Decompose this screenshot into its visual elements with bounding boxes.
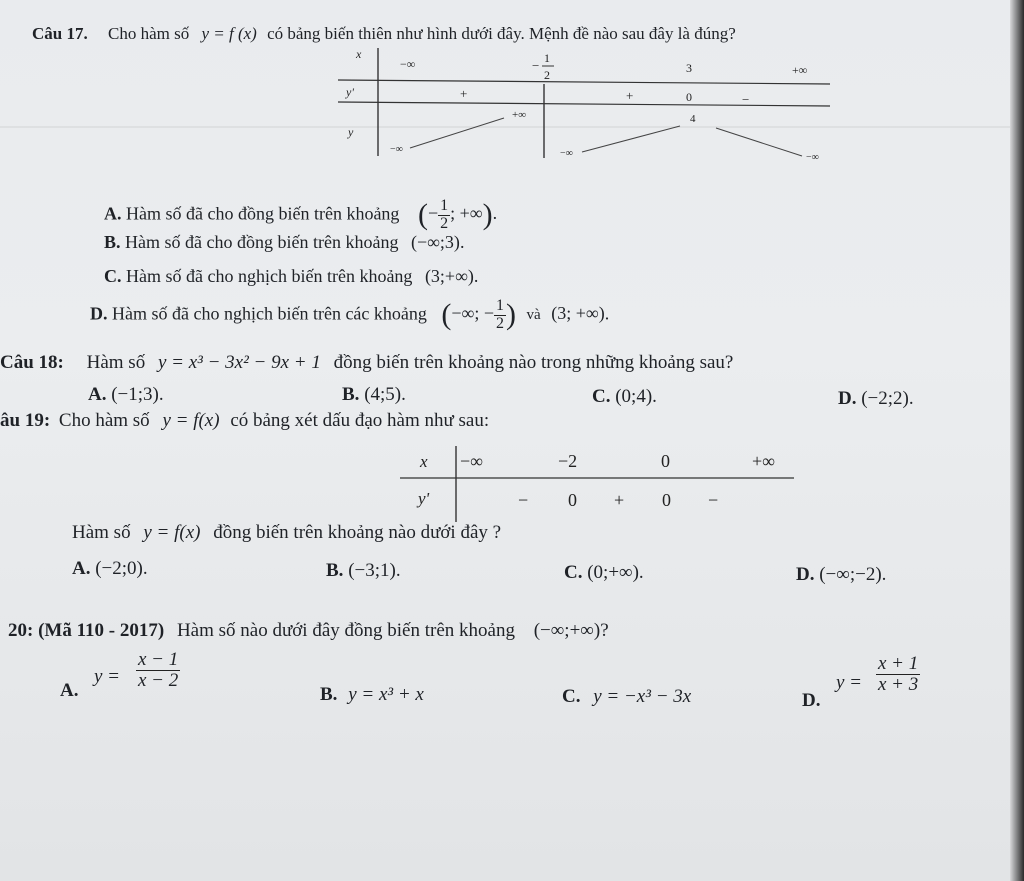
q17-option-d-interval-2: (3; +∞) bbox=[551, 303, 605, 324]
q20-question-mark: ? bbox=[600, 620, 609, 641]
option-label: A. bbox=[88, 384, 107, 405]
numerator: x − 1 bbox=[138, 649, 179, 670]
q19-x-0: 0 bbox=[661, 451, 670, 471]
option-value: (−∞;−2). bbox=[819, 564, 887, 585]
option-value: y = −x³ − 3x bbox=[593, 686, 692, 707]
q17-arrow-decrease bbox=[716, 128, 802, 156]
q17-variation-table bbox=[338, 44, 838, 164]
q17-x-minus: − bbox=[532, 58, 540, 73]
q17-option-d[interactable] bbox=[90, 298, 609, 333]
q17-func: y = f (x) bbox=[201, 24, 257, 43]
q17-heading bbox=[32, 24, 736, 44]
period: . bbox=[492, 203, 498, 224]
q18-func: y = x³ − 3x² − 9x + 1 bbox=[157, 352, 321, 373]
q18-option-b[interactable] bbox=[342, 384, 406, 406]
q19-number: âu 19: bbox=[0, 410, 51, 431]
numerator: x + 1 bbox=[878, 653, 919, 674]
q19-option-a[interactable] bbox=[72, 558, 148, 580]
q19-yp-sign-2: + bbox=[614, 490, 625, 510]
option-value: (0;+∞). bbox=[587, 562, 644, 583]
q19-option-c[interactable] bbox=[564, 562, 644, 584]
q17-option-a-label: A. bbox=[104, 203, 122, 224]
q17-yp-sign-1: + bbox=[460, 86, 468, 101]
minus: − bbox=[427, 203, 439, 224]
q19-question-b: đồng biến trên khoảng nào dưới đây ? bbox=[213, 522, 502, 543]
q17-option-c-label: C. bbox=[104, 266, 122, 286]
q17-yp-zero: 0 bbox=[686, 90, 692, 104]
q17-x-pos-inf: +∞ bbox=[792, 63, 808, 77]
q17-option-a-text: Hàm số đã cho đồng biến trên khoảng bbox=[126, 203, 400, 224]
q20-number: 20: (Mã 110 - 2017) bbox=[8, 620, 165, 641]
option-label: A. bbox=[72, 558, 91, 579]
q18-option-c[interactable] bbox=[592, 386, 657, 408]
q17-x-num: 1 bbox=[544, 51, 550, 65]
q19-x-neg-inf: −∞ bbox=[460, 451, 483, 471]
option-value: (−2;2). bbox=[861, 388, 914, 409]
q18-option-d[interactable] bbox=[838, 388, 914, 410]
q19-yp-sign-3: − bbox=[708, 490, 719, 510]
q17-number: Câu 17. bbox=[32, 24, 88, 43]
option-lhs: y = bbox=[836, 672, 863, 693]
option-label: C. bbox=[562, 686, 581, 707]
q17-option-b-interval: (−∞;3) bbox=[410, 232, 460, 252]
q19-table-x-label: x bbox=[420, 452, 428, 471]
q19-yp-zero-1: 0 bbox=[568, 490, 577, 510]
option-value: (−3;1). bbox=[348, 560, 401, 581]
option-label: D. bbox=[802, 690, 821, 711]
q19-question-a: Hàm số bbox=[72, 522, 131, 543]
q17-table-hline-1 bbox=[338, 80, 830, 84]
q19-yp-sign-1: − bbox=[518, 490, 529, 510]
q17-option-c-interval: (3;+∞) bbox=[424, 266, 474, 286]
q19-x-pos-inf: +∞ bbox=[752, 451, 775, 471]
option-label: D. bbox=[796, 564, 815, 585]
q17-option-d-label: D. bbox=[90, 303, 108, 324]
q20-heading bbox=[8, 620, 609, 642]
q17-option-a-interval bbox=[417, 197, 498, 232]
q17-yp-sign-3: − bbox=[742, 92, 750, 107]
q18-option-a[interactable] bbox=[88, 384, 164, 406]
q17-y-neg-inf-3: −∞ bbox=[806, 152, 819, 163]
option-fraction bbox=[136, 650, 180, 691]
q19-table-yp-label: y' bbox=[418, 489, 430, 508]
q19-question-func: y = f(x) bbox=[143, 522, 201, 543]
fraction bbox=[494, 298, 506, 333]
q19-heading bbox=[0, 410, 489, 432]
interval-rest: ; +∞ bbox=[450, 203, 483, 224]
paren-open: ( bbox=[417, 198, 428, 232]
denominator: 2 bbox=[496, 314, 505, 332]
q20-interval: (−∞;+∞) bbox=[533, 620, 601, 641]
option-label: B. bbox=[320, 684, 338, 705]
q17-y-neg-inf-1: −∞ bbox=[390, 144, 403, 155]
option-label: A. bbox=[60, 680, 79, 701]
option-label: B. bbox=[326, 560, 344, 581]
q19-question bbox=[72, 522, 501, 544]
q17-y-max: 4 bbox=[690, 113, 696, 125]
q17-option-b[interactable] bbox=[104, 232, 464, 253]
paper-edge-shadow bbox=[1010, 0, 1024, 881]
q20-text: Hàm số nào dưới đây đồng biến trên khoảng bbox=[176, 620, 515, 641]
denominator: x − 2 bbox=[138, 669, 179, 691]
q17-option-b-label: B. bbox=[104, 232, 121, 252]
q19-option-b[interactable] bbox=[326, 560, 401, 582]
q19-yp-zero-2: 0 bbox=[662, 490, 671, 510]
option-fraction bbox=[876, 654, 920, 695]
q17-option-d-period: . bbox=[604, 303, 610, 324]
option-value: (0;4). bbox=[615, 386, 657, 407]
q17-x-den: 2 bbox=[544, 68, 550, 82]
q17-option-b-period: . bbox=[459, 232, 465, 252]
q17-table-hline-2 bbox=[338, 102, 830, 106]
q18-text-a: Hàm số bbox=[86, 352, 146, 373]
option-label: C. bbox=[592, 386, 611, 407]
fraction bbox=[438, 198, 450, 233]
q17-option-c-text: Hàm số đã cho nghịch biến trên khoảng bbox=[126, 266, 413, 286]
paren-close: ) bbox=[506, 298, 517, 332]
q20-option-c[interactable] bbox=[562, 686, 691, 708]
paren-open: ( bbox=[441, 298, 452, 332]
option-value: (4;5). bbox=[364, 384, 406, 405]
q20-option-b[interactable] bbox=[320, 684, 424, 706]
q17-option-d-text: Hàm số đã cho nghịch biến trên các khoảng bbox=[112, 303, 427, 324]
q19-sign-table bbox=[400, 446, 800, 522]
denominator: x + 3 bbox=[878, 673, 919, 695]
option-value: (−1;3). bbox=[111, 384, 164, 405]
q18-heading bbox=[0, 352, 733, 374]
q19-text-b: có bảng xét dấu đạo hàm như sau: bbox=[230, 410, 490, 431]
q17-y-neg-inf-2: −∞ bbox=[560, 148, 573, 159]
q17-x-neg-inf: −∞ bbox=[400, 57, 416, 71]
denominator: 2 bbox=[440, 214, 449, 232]
numerator: 1 bbox=[496, 297, 505, 314]
q17-option-a[interactable] bbox=[104, 198, 497, 233]
q17-y-pos-inf: +∞ bbox=[512, 109, 527, 121]
option-label: B. bbox=[342, 384, 360, 405]
option-value: (−2;0). bbox=[95, 558, 148, 579]
q17-text-a: Cho hàm số bbox=[107, 24, 190, 43]
q17-yp-sign-2: + bbox=[626, 88, 634, 103]
q17-option-c[interactable] bbox=[104, 266, 478, 287]
q18-number: Câu 18: bbox=[0, 352, 64, 373]
q18-text-b: đồng biến trên khoảng nào trong những khoảng sau? bbox=[333, 352, 734, 373]
q17-option-b-text: Hàm số đã cho đồng biến trên khoảng bbox=[125, 232, 399, 252]
q19-option-d[interactable] bbox=[796, 564, 886, 586]
q17-option-d-and: và bbox=[526, 307, 541, 324]
q17-table-yp-label: y' bbox=[346, 85, 354, 99]
option-label: C. bbox=[564, 562, 583, 583]
q17-arrow-increase-1 bbox=[410, 118, 504, 148]
option-lhs: y = bbox=[94, 666, 121, 687]
q17-arrow-increase-2 bbox=[582, 126, 680, 152]
q17-option-c-period: . bbox=[473, 266, 479, 286]
option-label: D. bbox=[838, 388, 857, 409]
q17-text-b: có bảng biến thiên như hình dưới đây. Mệnh đề nào sau đây là đúng? bbox=[267, 24, 736, 43]
q19-func: y = f(x) bbox=[162, 410, 220, 431]
paren-close: ) bbox=[482, 198, 493, 232]
q17-x-3: 3 bbox=[686, 61, 692, 75]
q19-x-neg-2: −2 bbox=[558, 451, 578, 471]
q19-text-a: Cho hàm số bbox=[58, 410, 150, 431]
option-value: y = x³ + x bbox=[348, 684, 424, 705]
interval-lead: −∞; − bbox=[451, 303, 495, 324]
q17-option-d-interval-1 bbox=[441, 297, 520, 332]
q17-table-x-label: x bbox=[356, 47, 362, 61]
q17-table-y-label: y bbox=[348, 125, 354, 139]
numerator: 1 bbox=[440, 197, 449, 214]
